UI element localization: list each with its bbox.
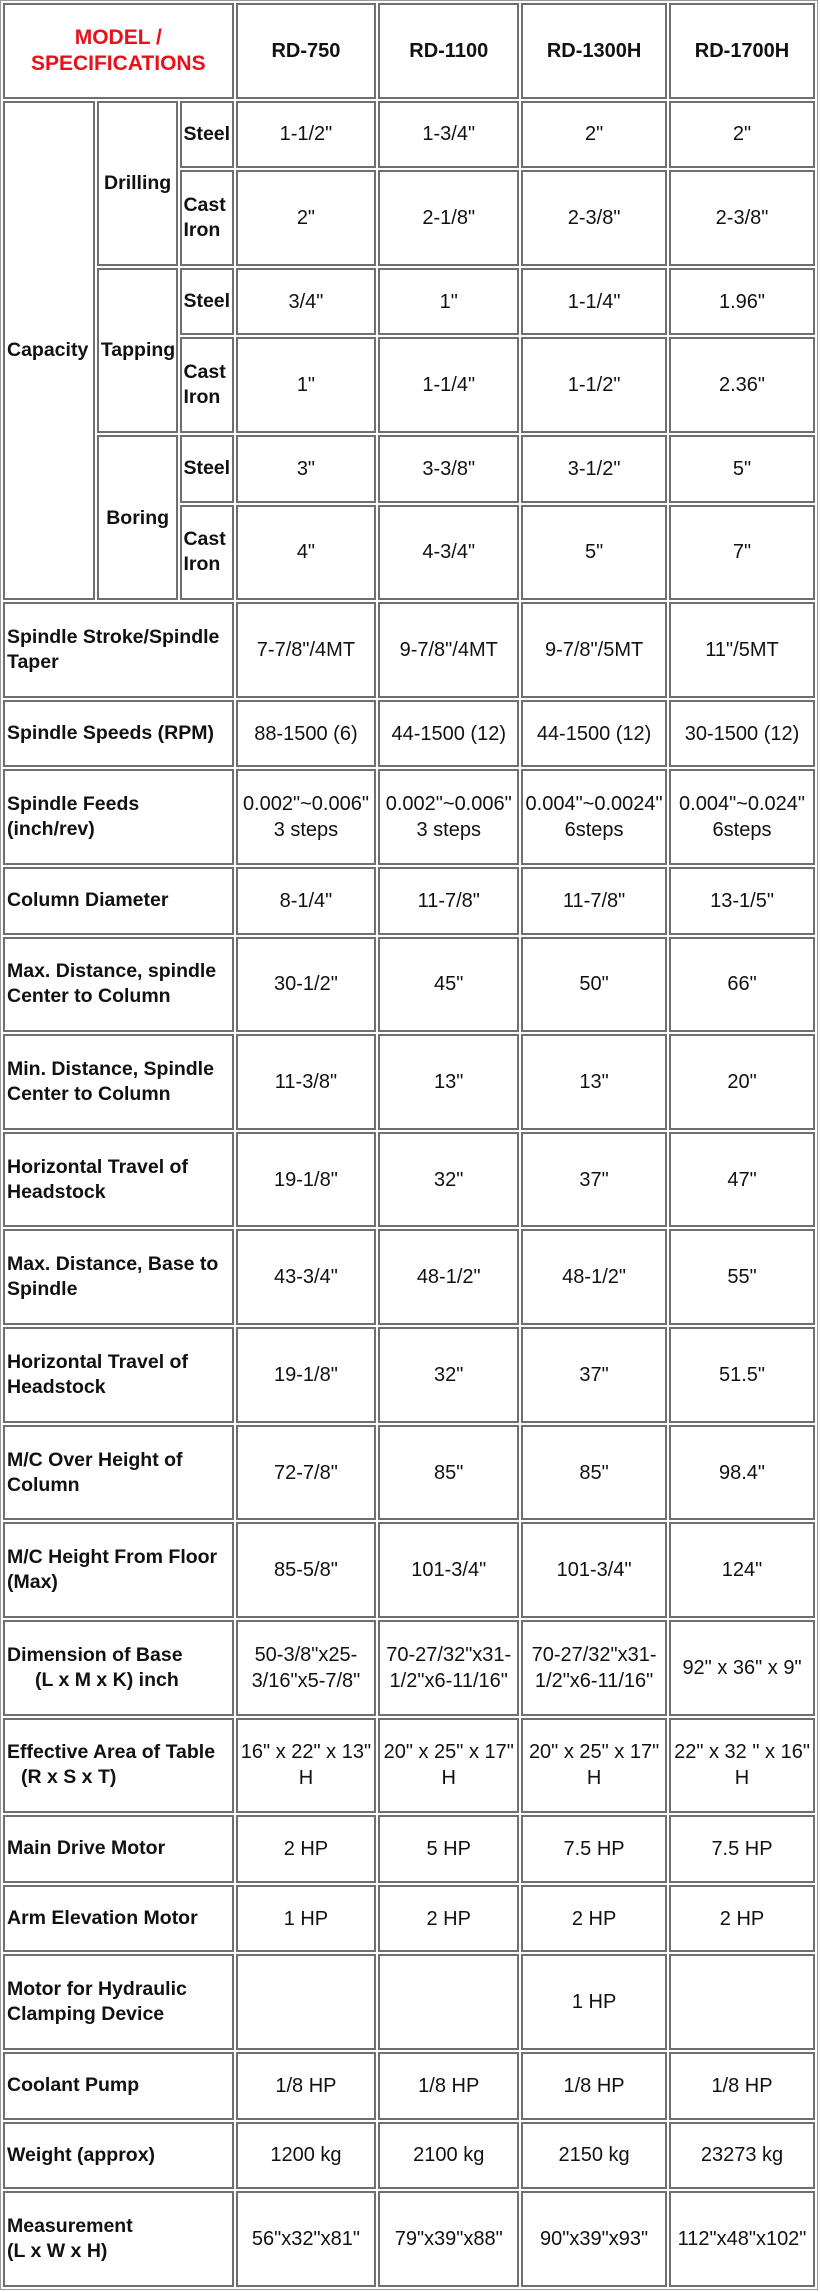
table-row [3, 700, 815, 768]
value-cell: 55" [669, 1229, 815, 1325]
value-cell: 98.4" [669, 1425, 815, 1521]
material-label: Steel [180, 268, 233, 336]
value-cell: 2 HP [236, 1815, 377, 1883]
table-row [3, 268, 815, 336]
value-cell: 0.002"~0.006" 3 steps [378, 769, 519, 865]
table-row [3, 1954, 815, 2050]
value-cell: 2 HP [669, 1885, 815, 1953]
value-cell: 19-1/8" [236, 1132, 377, 1228]
value-cell: 85" [521, 1425, 667, 1521]
value-cell: 1 HP [236, 1885, 377, 1953]
value-cell: 5" [669, 435, 815, 503]
spec-label: Spindle Stroke/Spindle Taper [3, 602, 234, 698]
value-cell: 19-1/8" [236, 1327, 377, 1423]
value-cell: 1/8 HP [521, 2052, 667, 2120]
value-cell: 2 HP [378, 1885, 519, 1953]
spec-label: Weight (approx) [3, 2122, 234, 2190]
value-cell: 32" [378, 1132, 519, 1228]
value-cell: 4-3/4" [378, 505, 519, 601]
table-row [3, 101, 815, 169]
value-cell: 11-7/8" [521, 867, 667, 935]
value-cell: 11-3/8" [236, 1034, 377, 1130]
value-cell: 1200 kg [236, 2122, 377, 2190]
value-cell: 8-1/4" [236, 867, 377, 935]
value-cell: 20" x 25" x 17" H [521, 1718, 667, 1814]
value-cell: 70-27/32"x31-1/2"x6-11/16" [521, 1620, 667, 1716]
material-label: Cast Iron [180, 505, 233, 601]
model-header: RD-1100 [378, 3, 519, 99]
table-row [3, 1718, 815, 1814]
spec-label: Arm Elevation Motor [3, 1885, 234, 1953]
value-cell: 11-7/8" [378, 867, 519, 935]
table-row [3, 937, 815, 1033]
spec-label-sub: (L x M x K) inch [35, 1668, 179, 1691]
model-header: RD-1300H [521, 3, 667, 99]
value-cell [669, 1954, 815, 2050]
value-cell: 66" [669, 937, 815, 1033]
table-row [3, 1620, 815, 1716]
value-cell: 101-3/4" [378, 1522, 519, 1618]
spec-label-main: Measurement [7, 2215, 133, 2238]
group-label: Drilling [97, 101, 179, 266]
table-row [3, 1132, 815, 1228]
value-cell: 90"x39"x93" [521, 2191, 667, 2287]
value-cell: 2" [236, 170, 377, 266]
value-cell: 3" [236, 435, 377, 503]
value-cell: 32" [378, 1327, 519, 1423]
value-cell: 7.5 HP [521, 1815, 667, 1883]
value-cell: 79"x39"x88" [378, 2191, 519, 2287]
spec-label: Spindle Feeds (inch/rev) [3, 769, 234, 865]
value-cell: 30-1500 (12) [669, 700, 815, 768]
value-cell: 37" [521, 1327, 667, 1423]
value-cell: 2.36" [669, 337, 815, 433]
table-row [3, 1885, 815, 1953]
spec-label [3, 1718, 234, 1814]
value-cell: 124" [669, 1522, 815, 1618]
value-cell: 0.002"~0.006" 3 steps [236, 769, 377, 865]
value-cell: 1-3/4" [378, 101, 519, 169]
spec-label-sub: (L x W x H) [7, 2240, 108, 2263]
value-cell: 56"x32"x81" [236, 2191, 377, 2287]
value-cell: 11"/5MT [669, 602, 815, 698]
material-label: Cast Iron [180, 337, 233, 433]
value-cell: 85" [378, 1425, 519, 1521]
spec-label: Horizontal Travel of Headstock [3, 1132, 234, 1228]
value-cell: 45" [378, 937, 519, 1033]
spec-label: M/C Height From Floor (Max) [3, 1522, 234, 1618]
table-row [3, 1229, 815, 1325]
value-cell: 2 HP [521, 1885, 667, 1953]
value-cell: 2" [669, 101, 815, 169]
spec-label: Max. Distance, spindle Center to Column [3, 937, 234, 1033]
spec-label: Main Drive Motor [3, 1815, 234, 1883]
value-cell: 112"x48"x102" [669, 2191, 815, 2287]
value-cell: 92" x 36" x 9" [669, 1620, 815, 1716]
value-cell: 43-3/4" [236, 1229, 377, 1325]
value-cell: 1 HP [521, 1954, 667, 2050]
value-cell [236, 1954, 377, 2050]
spec-label [3, 2191, 234, 2287]
value-cell: 1/8 HP [236, 2052, 377, 2120]
model-header: RD-750 [236, 3, 377, 99]
material-label: Cast Iron [180, 170, 233, 266]
value-cell: 70-27/32"x31-1/2"x6-11/16" [378, 1620, 519, 1716]
table-row [3, 769, 815, 865]
spec-label-sub: (R x S x T) [21, 1766, 117, 1789]
value-cell: 0.004"~0.024" 6steps [669, 769, 815, 865]
value-cell: 2-3/8" [521, 170, 667, 266]
value-cell: 1-1/4" [378, 337, 519, 433]
spec-label: M/C Over Height of Column [3, 1425, 234, 1521]
spec-label: Spindle Speeds (RPM) [3, 700, 234, 768]
value-cell: 72-7/8" [236, 1425, 377, 1521]
value-cell: 2-3/8" [669, 170, 815, 266]
material-label: Steel [180, 435, 233, 503]
value-cell: 7" [669, 505, 815, 601]
spec-label: Motor for Hydraulic Clamping Device [3, 1954, 234, 2050]
value-cell: 20" [669, 1034, 815, 1130]
table-row [3, 867, 815, 935]
value-cell: 1-1/4" [521, 268, 667, 336]
capacity-label: Capacity [3, 101, 95, 601]
group-label: Tapping [97, 268, 179, 433]
value-cell: 1" [236, 337, 377, 433]
table-row [3, 2191, 815, 2287]
value-cell: 5" [521, 505, 667, 601]
value-cell: 3/4" [236, 268, 377, 336]
value-cell: 2-1/8" [378, 170, 519, 266]
value-cell: 50-3/8"x25-3/16"x5-7/8" [236, 1620, 377, 1716]
value-cell: 3-1/2" [521, 435, 667, 503]
table-row [3, 1327, 815, 1423]
spec-label: Coolant Pump [3, 2052, 234, 2120]
spec-label: Max. Distance, Base to Spindle [3, 1229, 234, 1325]
value-cell: 50" [521, 937, 667, 1033]
value-cell: 20" x 25" x 17" H [378, 1718, 519, 1814]
table-row [3, 1034, 815, 1130]
table-row [3, 2122, 815, 2190]
value-cell: 1/8 HP [378, 2052, 519, 2120]
header-row [3, 3, 815, 99]
value-cell: 5 HP [378, 1815, 519, 1883]
spec-label-main: Dimension of Base [7, 1643, 183, 1666]
value-cell: 7-7/8"/4MT [236, 602, 377, 698]
value-cell: 85-5/8" [236, 1522, 377, 1618]
spec-label: Column Diameter [3, 867, 234, 935]
material-label: Steel [180, 101, 233, 169]
value-cell [378, 1954, 519, 2050]
value-cell: 13-1/5" [669, 867, 815, 935]
value-cell: 1.96" [669, 268, 815, 336]
value-cell: 1-1/2" [236, 101, 377, 169]
value-cell: 16" x 22" x 13" H [236, 1718, 377, 1814]
value-cell: 4" [236, 505, 377, 601]
value-cell: 44-1500 (12) [378, 700, 519, 768]
value-cell: 51.5" [669, 1327, 815, 1423]
value-cell: 47" [669, 1132, 815, 1228]
value-cell: 9-7/8"/4MT [378, 602, 519, 698]
value-cell: 2100 kg [378, 2122, 519, 2190]
table-row [3, 602, 815, 698]
value-cell: 1-1/2" [521, 337, 667, 433]
value-cell: 2" [521, 101, 667, 169]
value-cell: 37" [521, 1132, 667, 1228]
value-cell: 101-3/4" [521, 1522, 667, 1618]
value-cell: 13" [378, 1034, 519, 1130]
value-cell: 48-1/2" [521, 1229, 667, 1325]
value-cell: 9-7/8"/5MT [521, 602, 667, 698]
spec-label [3, 1620, 234, 1716]
value-cell: 0.004"~0.0024" 6steps [521, 769, 667, 865]
value-cell: 3-3/8" [378, 435, 519, 503]
value-cell: 48-1/2" [378, 1229, 519, 1325]
value-cell: 13" [521, 1034, 667, 1130]
table-row [3, 1425, 815, 1521]
spec-label: Horizontal Travel of Headstock [3, 1327, 234, 1423]
value-cell: 23273 kg [669, 2122, 815, 2190]
group-label: Boring [97, 435, 179, 600]
value-cell: 1/8 HP [669, 2052, 815, 2120]
value-cell: 22" x 32 " x 16" H [669, 1718, 815, 1814]
table-row [3, 1815, 815, 1883]
spec-label-main: Effective Area of Table [7, 1741, 216, 1764]
value-cell: 30-1/2" [236, 937, 377, 1033]
value-cell: 7.5 HP [669, 1815, 815, 1883]
table-row [3, 1522, 815, 1618]
spec-label: Min. Distance, Spindle Center to Column [3, 1034, 234, 1130]
table-row [3, 435, 815, 503]
value-cell: 88-1500 (6) [236, 700, 377, 768]
corner-header: MODEL / SPECIFICATIONS [3, 3, 234, 99]
value-cell: 1" [378, 268, 519, 336]
table-row [3, 2052, 815, 2120]
value-cell: 2150 kg [521, 2122, 667, 2190]
model-header: RD-1700H [669, 3, 815, 99]
value-cell: 44-1500 (12) [521, 700, 667, 768]
